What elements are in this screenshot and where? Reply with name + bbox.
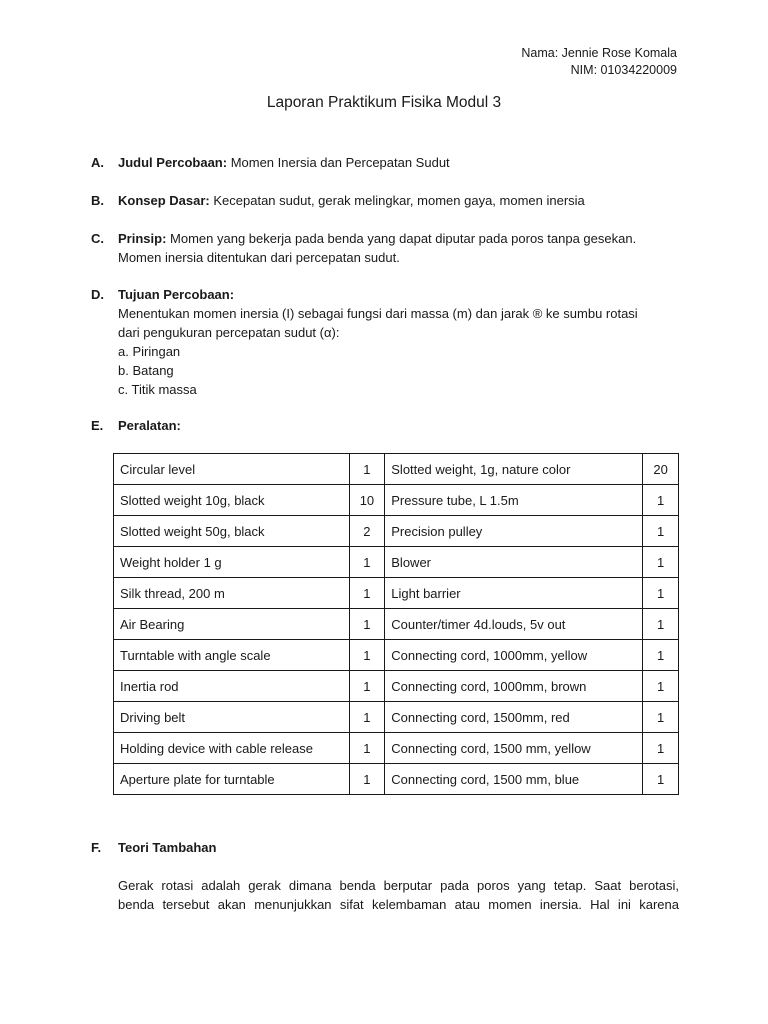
equipment-name-cell: Connecting cord, 1500mm, red xyxy=(385,702,643,733)
equipment-name-cell: Driving belt xyxy=(114,702,350,733)
table-row xyxy=(114,702,679,733)
student-info xyxy=(521,45,677,79)
table-row xyxy=(114,547,679,578)
section-f xyxy=(91,838,691,857)
section-text: Kecepatan sudut, gerak melingkar, momen gaya, momen inersia xyxy=(209,193,585,208)
section-letter: A. xyxy=(91,155,104,170)
section-d xyxy=(91,285,711,399)
equipment-name-cell: Blower xyxy=(385,547,643,578)
equipment-qty-cell: 1 xyxy=(643,485,679,516)
equipment-name-cell: Air Bearing xyxy=(114,609,350,640)
equipment-name-cell: Connecting cord, 1500 mm, yellow xyxy=(385,733,643,764)
section-label: Konsep Dasar: xyxy=(118,193,210,208)
section-a xyxy=(91,153,691,172)
table-row xyxy=(114,764,679,795)
section-letter: C. xyxy=(91,231,104,246)
section-e xyxy=(91,416,691,435)
equipment-qty-cell: 1 xyxy=(643,609,679,640)
equipment-qty-cell: 1 xyxy=(349,454,385,485)
section-label: Prinsip: xyxy=(118,231,167,246)
equipment-qty-cell: 1 xyxy=(643,640,679,671)
equipment-qty-cell: 1 xyxy=(349,609,385,640)
equipment-qty-cell: 1 xyxy=(349,640,385,671)
equipment-name-cell: Silk thread, 200 m xyxy=(114,578,350,609)
section-c xyxy=(91,229,691,267)
equipment-qty-cell: 1 xyxy=(349,733,385,764)
objective-item: a. Piringan xyxy=(118,344,181,359)
student-nim: NIM: 01034220009 xyxy=(570,63,677,77)
equipment-name-cell: Aperture plate for turntable xyxy=(114,764,350,795)
equipment-name-cell: Inertia rod xyxy=(114,671,350,702)
equipment-qty-cell: 1 xyxy=(643,764,679,795)
section-b xyxy=(91,191,691,210)
section-letter: B. xyxy=(91,193,104,208)
section-text: Momen yang bekerja pada benda yang dapat diputar pada poros tanpa gesekan. xyxy=(166,231,637,246)
student-name: Nama: Jennie Rose Komala xyxy=(521,46,677,60)
section-label: Tujuan Percobaan: xyxy=(118,287,235,302)
theory-line: benda tersebut akan menunjukkan sifat kelembaman atau momen inersia. Hal ini karena xyxy=(118,897,679,912)
table-row xyxy=(114,516,679,547)
equipment-qty-cell: 10 xyxy=(349,485,385,516)
equipment-qty-cell: 20 xyxy=(643,454,679,485)
equipment-name-cell: Weight holder 1 g xyxy=(114,547,350,578)
theory-line: Gerak rotasi adalah gerak dimana benda berputar pada poros yang tetap. Saat berotasi, xyxy=(118,878,679,893)
equipment-name-cell: Slotted weight 10g, black xyxy=(114,485,350,516)
objective-item: c. Titik massa xyxy=(118,382,197,397)
section-letter: F. xyxy=(91,840,102,855)
equipment-table xyxy=(113,453,679,795)
equipment-name-cell: Slotted weight, 1g, nature color xyxy=(385,454,643,485)
equipment-name-cell: Counter/timer 4d.louds, 5v out xyxy=(385,609,643,640)
section-label: Peralatan: xyxy=(118,418,181,433)
equipment-qty-cell: 1 xyxy=(349,671,385,702)
section-text: Momen Inersia dan Percepatan Sudut xyxy=(227,155,450,170)
equipment-qty-cell: 2 xyxy=(349,516,385,547)
equipment-name-cell: Slotted weight 50g, black xyxy=(114,516,350,547)
equipment-qty-cell: 1 xyxy=(643,547,679,578)
section-letter: E. xyxy=(91,418,104,433)
section-label: Judul Percobaan: xyxy=(118,155,228,170)
equipment-name-cell: Turntable with angle scale xyxy=(114,640,350,671)
equipment-qty-cell: 1 xyxy=(349,702,385,733)
equipment-name-cell: Connecting cord, 1500 mm, blue xyxy=(385,764,643,795)
equipment-qty-cell: 1 xyxy=(349,578,385,609)
equipment-qty-cell: 1 xyxy=(349,547,385,578)
equipment-qty-cell: 1 xyxy=(349,764,385,795)
equipment-name-cell: Light barrier xyxy=(385,578,643,609)
equipment-qty-cell: 1 xyxy=(643,671,679,702)
equipment-qty-cell: 1 xyxy=(643,578,679,609)
objective-item: b. Batang xyxy=(118,363,174,378)
equipment-name-cell: Pressure tube, L 1.5m xyxy=(385,485,643,516)
equipment-name-cell: Precision pulley xyxy=(385,516,643,547)
table-row xyxy=(114,485,679,516)
table-row xyxy=(114,671,679,702)
page-title: Laporan Praktikum Fisika Modul 3 xyxy=(266,94,502,111)
section-text-line2: Momen inersia ditentukan dari percepatan sudut. xyxy=(118,250,400,265)
equipment-name-cell: Connecting cord, 1000mm, yellow xyxy=(385,640,643,671)
equipment-name-cell: Circular level xyxy=(114,454,350,485)
theory-paragraph xyxy=(118,876,679,914)
section-label: Teori Tambahan xyxy=(118,840,217,855)
section-letter: D. xyxy=(91,287,104,302)
equipment-qty-cell: 1 xyxy=(643,733,679,764)
equipment-name-cell: Holding device with cable release xyxy=(114,733,350,764)
table-row xyxy=(114,578,679,609)
table-row xyxy=(114,609,679,640)
table-row xyxy=(114,454,679,485)
equipment-qty-cell: 1 xyxy=(643,516,679,547)
equipment-qty-cell: 1 xyxy=(643,702,679,733)
table-row xyxy=(114,640,679,671)
equipment-name-cell: Connecting cord, 1000mm, brown xyxy=(385,671,643,702)
objective-line2: dari pengukuran percepatan sudut (α): xyxy=(118,325,340,340)
objective-line1: Menentukan momen inersia (I) sebagai fungsi dari massa (m) dan jarak ® ke sumbu rotasi xyxy=(118,306,638,321)
table-row xyxy=(114,733,679,764)
